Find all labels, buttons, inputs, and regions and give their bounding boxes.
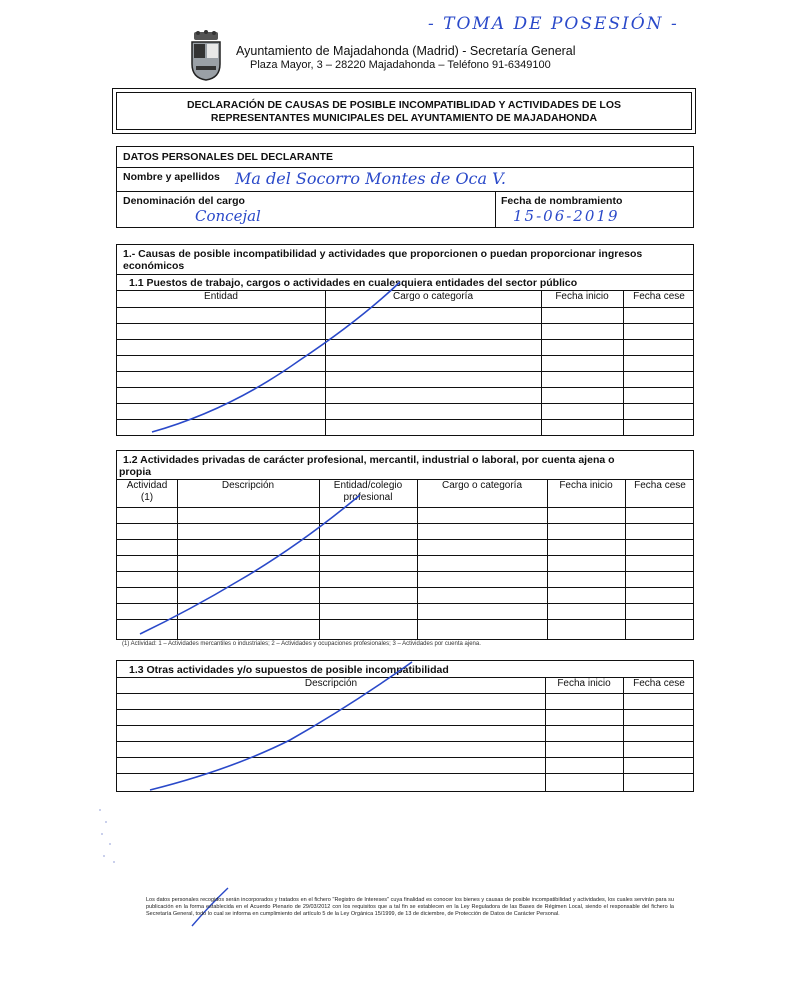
section-2-box <box>116 450 694 640</box>
document-title-line-1: DECLARACIÓN DE CAUSAS DE POSIBLE INCOMPATIBLIDAD Y ACTIVIDADES DE LOS <box>186 99 622 111</box>
section-3-title: 1.3 Otras actividades y/o supuestos de posible incompatibilidad <box>129 664 449 676</box>
handwritten-stamp: - TOMA DE POSESIÓN - <box>428 14 679 34</box>
faint-seal-mark <box>92 800 126 870</box>
section-2-title-line-1: 1.2 Actividades privadas de carácter profesional, mercantil, industrial o laboral, por cuenta ajena o <box>123 454 615 466</box>
document-title-line-2: REPRESENTANTES MUNICIPALES DEL AYUNTAMIENTO DE MAJADAHONDA <box>210 112 598 124</box>
document-title-box <box>112 88 696 134</box>
section-3-box <box>116 660 694 792</box>
col-actividad-line-1: Actividad <box>126 480 168 491</box>
date-label: Fecha de nombramiento <box>501 195 623 207</box>
section-1-heading-line-1: 1.- Causas de posible incompatibilidad y actividades que proporcionen o puedan proporcionar ingresos <box>123 248 643 260</box>
col-cargo: Cargo o categoría <box>392 291 474 302</box>
col-fecha-inicio-3: Fecha inicio <box>557 678 611 689</box>
coat-of-arms-icon <box>188 30 224 82</box>
section-1-1-title: 1.1 Puestos de trabajo, cargos o actividades en cualesquiera entidades del sector público <box>129 277 578 289</box>
col-entidad-colegio-line-2: profesional <box>343 492 393 503</box>
col-descripcion: Descripción <box>221 480 275 491</box>
date-value[interactable]: 15-06-2019 <box>513 207 620 225</box>
col-actividad <box>117 480 177 504</box>
header-line-1: Ayuntamiento de Majadahonda (Madrid) - Secretaría General <box>236 44 576 58</box>
col-entidad-colegio-line-1: Entidad/colegio <box>333 480 403 491</box>
col-entidad-colegio <box>319 480 417 504</box>
col-actividad-line-2: (1) <box>140 492 154 503</box>
legal-notice: Los datos personales recogidos serán incorporados y tratados en el fichero "Registro de Intereses" cuya finalidad es conocer los bienes y causas de posible incompatibilidad y actividades, los cuales servirán para su publicación en la forma establecida en el Acuerdo Plenario de 29/03/2012 con los requisitos que a tal fin se establecen en la Ley Reguladora de las Bases de Régimen Local, siendo el responsable del fichero la Secretaría General, todo lo cual se informa en cumplimiento del artículo 5 de la Ley Orgánica 15/1999, de 13 de diciembre, de Protección de Datos de Carácter Personal. <box>146 897 674 917</box>
name-label: Nombre y apellidos <box>123 171 220 183</box>
col-descripcion-3: Descripción <box>304 678 358 689</box>
col-fecha-cese: Fecha cese <box>633 291 685 302</box>
section-1-box <box>116 244 694 436</box>
col-fecha-cese-2: Fecha cese <box>634 480 686 491</box>
col-entidad: Entidad <box>204 291 238 302</box>
personal-heading: DATOS PERSONALES DEL DECLARANTE <box>123 151 334 163</box>
header-line-2: Plaza Mayor, 3 – 28220 Majadahonda – Teléfono 91-6349100 <box>250 59 551 71</box>
activity-footnote: (1) Actividad: 1 – Actividades mercantiles o industriales; 2 – Actividades y ocupaciones profesionales; 3 – Actividades por cuenta ajena. <box>122 641 481 647</box>
position-label: Denominación del cargo <box>123 195 245 207</box>
section-2-title-line-2: propia <box>119 466 152 478</box>
col-fecha-inicio: Fecha inicio <box>555 291 609 302</box>
col-fecha-cese-3: Fecha cese <box>633 678 685 689</box>
name-value[interactable]: Ma del Socorro Montes de Oca V. <box>235 169 506 188</box>
personal-data-box <box>116 146 694 228</box>
section-1-heading-line-2: económicos <box>123 260 185 272</box>
position-value[interactable]: Concejal <box>195 207 261 225</box>
col-cargo-categoria: Cargo o categoría <box>441 480 523 491</box>
col-fecha-inicio-2: Fecha inicio <box>559 480 613 491</box>
